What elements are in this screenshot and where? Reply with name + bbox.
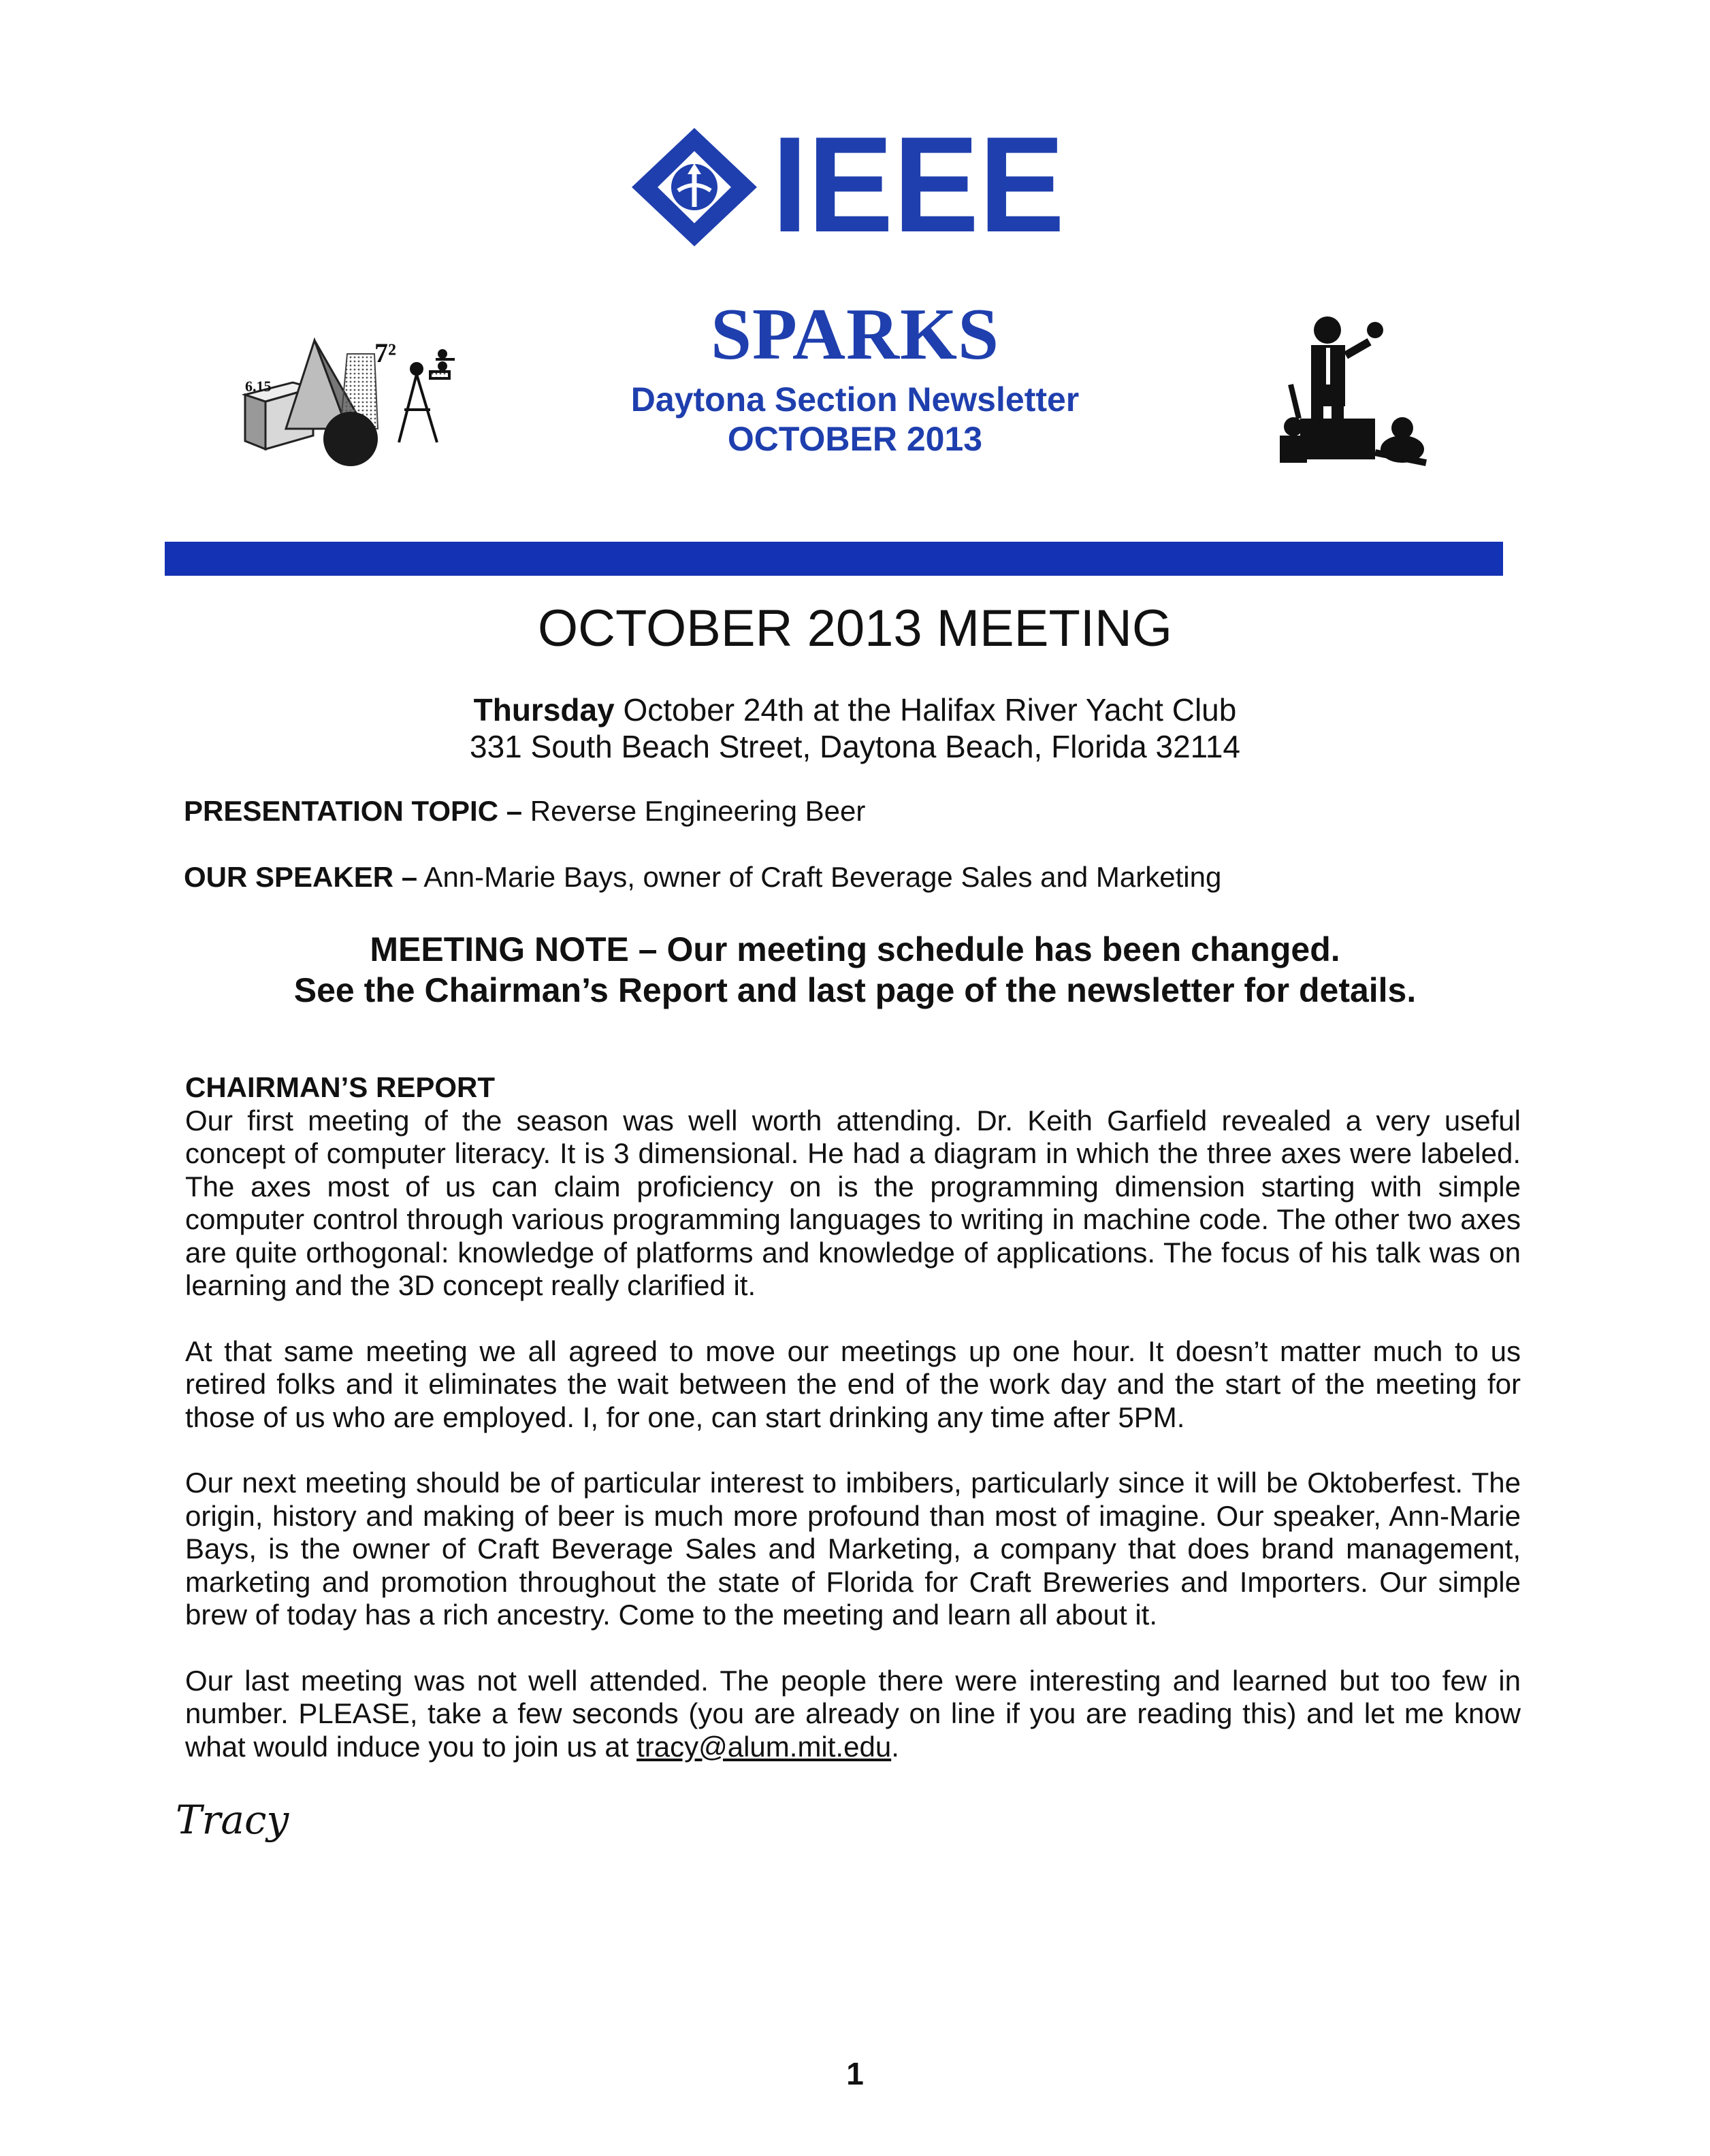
meeting-heading: OCTOBER 2013 MEETING — [538, 600, 1172, 657]
email-link[interactable]: tracy@alum.mit.edu — [636, 1730, 892, 1763]
report-heading: CHAIRMAN’S REPORT — [185, 1071, 496, 1103]
ieee-logo — [626, 122, 1076, 252]
meeting-date-location — [0, 691, 1710, 728]
chairmans-report — [185, 1071, 1521, 1796]
header-divider-bar — [165, 542, 1503, 576]
report-paragraph-4 — [185, 1665, 1521, 1764]
speaker-value: Ann-Marie Bays, owner of Craft Beverage Sales and Marketing — [417, 861, 1222, 893]
newsletter-title: SPARKS — [710, 294, 1000, 375]
topic-label: PRESENTATION TOPIC – — [184, 795, 523, 827]
page-number: 1 — [846, 2056, 864, 2091]
presentation-topic — [184, 795, 865, 828]
meeting-day: Thursday — [473, 692, 615, 728]
topic-value: Reverse Engineering Beer — [522, 795, 866, 827]
meeting-note-line-2: See the Chairman’s Report and last page of the newsletter for details. — [293, 971, 1417, 1009]
meeting-address: 331 South Beach Street, Daytona Beach, Florida 32114 — [469, 729, 1240, 764]
report-paragraph-4-text: Our last meeting was not well attended. The people there were interesting and learned but too few in number. PLEASE, take a few seconds (you are already on line if you are reading this) and let me know what would induce you to join us at — [185, 1664, 1521, 1763]
meeting-date-venue: October 24th at the Halifax River Yacht Club — [614, 692, 1237, 728]
seven-squared-label: 7² — [374, 338, 396, 368]
report-paragraph-1: Our first meeting of the season was well worth attending. Dr. Keith Garfield revealed a very useful concept of computer literacy. It is 3 dimensional. He had a diagram in which the three axes were labeled. The axes most of us can claim proficiency on is the programming dimension starting with simple computer control through various programming languages to writing in machine code. The other two axes are quite orthogonal: knowledge of platforms and knowledge of applications. The focus of his talk was on learning and the 3D concept really clarified it. — [185, 1104, 1521, 1301]
signature: Tracy — [176, 1797, 289, 1843]
ieee-wordmark: IEEE — [772, 122, 1065, 252]
meeting-note-line-1: MEETING NOTE – Our meeting schedule has been changed. — [370, 930, 1340, 968]
speaker — [184, 861, 1221, 894]
newsletter-subtitle: Daytona Section Newsletter — [630, 380, 1080, 419]
report-paragraph-3: Our next meeting should be of particular interest to imbibers, particularly since it will be Oktoberfest. The origin, history and making of beer is much more profound than most of imagine. Our speaker, Ann-Marie Bays, is the owner of Craft Beverage Sales and Marketing, a company that does brand management, marketing and promotion throughout the state of Florida for Craft Breweries and Importers. Our simple brew of today has a rich ancestry. Come to the meeting and learn all about it. — [185, 1467, 1521, 1631]
report-paragraph-4-end: . — [891, 1730, 899, 1763]
speaker-label: OUR SPEAKER – — [184, 861, 418, 893]
report-paragraph-2: At that same meeting we all agreed to move our meetings up one hour. It doesn’t matter much to us retired folks and it eliminates the wait between the end of the work day and the start of the meeting for those of us who are employed. I, for one, can start drinking any time after 5PM. — [185, 1335, 1521, 1433]
decimal-label: 6.15 — [245, 378, 272, 395]
issue-date: OCTOBER 2013 — [727, 420, 983, 458]
